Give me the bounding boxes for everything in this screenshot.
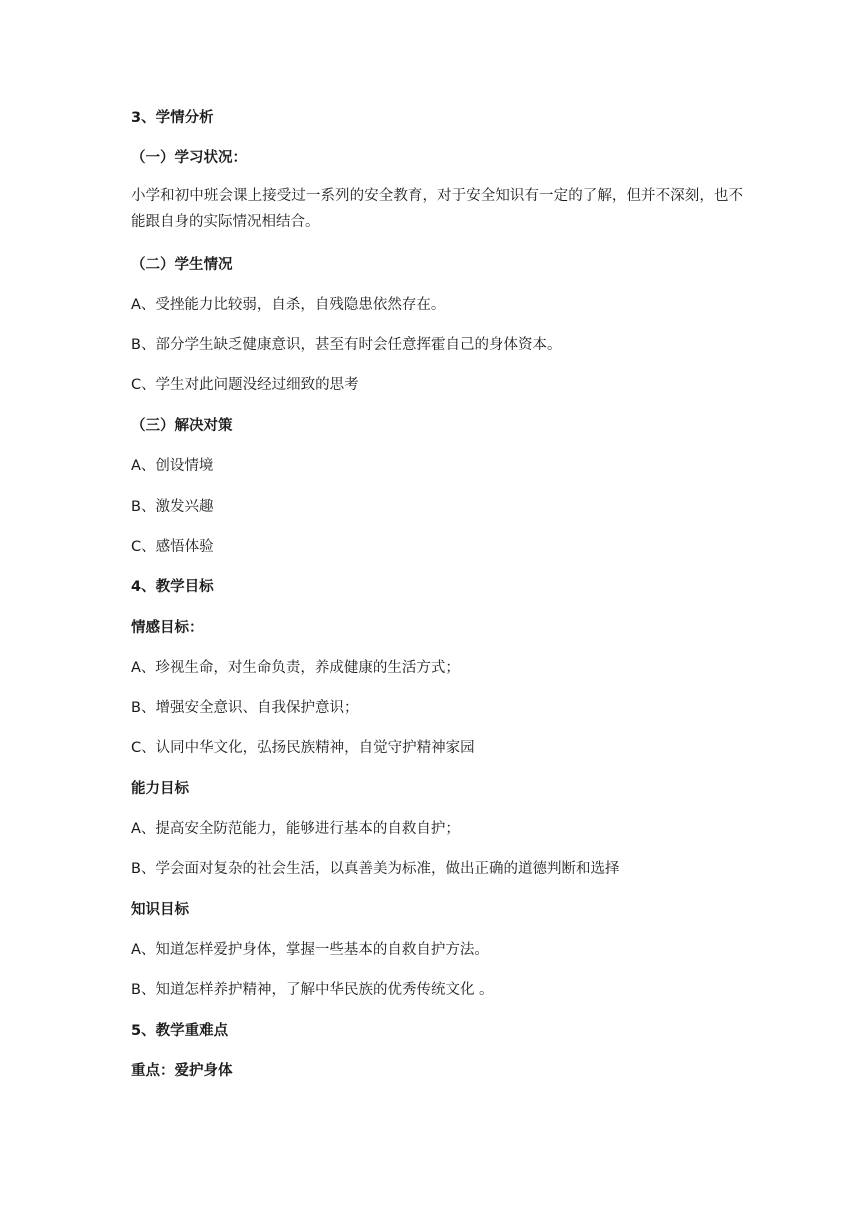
subheading-key-point: 重点：爱护身体 bbox=[131, 1063, 233, 1079]
list-item-emotional-c: C、认同中华文化，弘扬民族精神，自觉守护精神家园 bbox=[131, 740, 475, 756]
list-item-student-a: A、受挫能力比较弱，自杀，自残隐患依然存在。 bbox=[131, 297, 446, 313]
subheading-solutions: （三）解决对策 bbox=[131, 418, 233, 434]
list-item-solution-a: A、创设情境 bbox=[131, 458, 214, 474]
subheading-knowledge-goals: 知识目标 bbox=[131, 902, 189, 918]
subheading-emotional-goals: 情感目标： bbox=[131, 620, 204, 636]
subheading-learning-status: （一）学习状况： bbox=[131, 150, 247, 166]
paragraph-learning-status: 小学和初中班会课上接受过一系列的安全教育，对于安全知识有一定的了解，但并不深刻，也不能跟自身的实际情况相结合。 bbox=[131, 188, 743, 230]
list-item-knowledge-b: B、知道怎样养护精神，了解中华民族的优秀传统文化 。 bbox=[131, 982, 494, 998]
list-item-emotional-a: A、珍视生命，对生命负责，养成健康的生活方式； bbox=[131, 660, 460, 676]
list-item-student-c: C、学生对此问题没经过细致的思考 bbox=[131, 377, 359, 393]
section-heading-key-points: 5、教学重难点 bbox=[131, 1023, 229, 1039]
section-heading-teaching-goals: 4、教学目标 bbox=[131, 579, 214, 595]
list-item-student-b: B、部分学生缺乏健康意识，甚至有时会任意挥霍自己的身体资本。 bbox=[131, 337, 562, 353]
list-item-solution-b: B、激发兴趣 bbox=[131, 499, 214, 515]
subheading-student-situation: （二）学生情况 bbox=[131, 257, 233, 273]
list-item-knowledge-a: A、知道怎样爱护身体，掌握一些基本的自救自护方法。 bbox=[131, 942, 489, 958]
list-item-emotional-b: B、增强安全意识、自我保护意识； bbox=[131, 700, 359, 716]
section-heading-learning-analysis: 3、学情分析 bbox=[131, 110, 214, 126]
list-item-solution-c: C、感悟体验 bbox=[131, 539, 214, 555]
list-item-ability-b: B、学会面对复杂的社会生活，以真善美为标准，做出正确的道德判断和选择 bbox=[131, 861, 620, 877]
subheading-ability-goals: 能力目标 bbox=[131, 781, 189, 797]
list-item-ability-a: A、提高安全防范能力，能够进行基本的自救自护； bbox=[131, 821, 460, 837]
